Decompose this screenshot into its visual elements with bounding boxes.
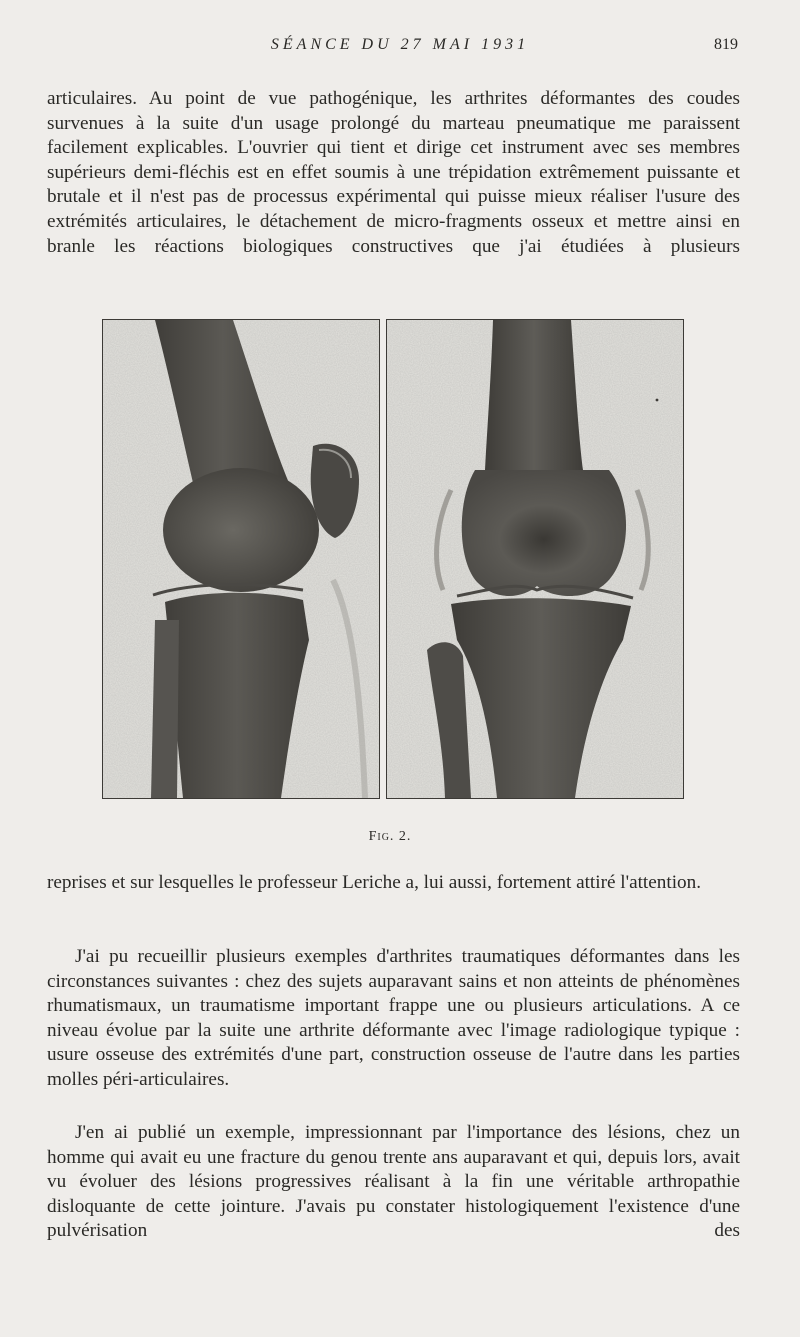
paragraph-3: J'ai pu recueillir plusieurs exemples d'arthrites traumatiques déformantes dans les circonstances suivantes : chez des sujets auparavant sains et non atteints de phénomènes rhumatismaux, un traumatisme important frappe une ou plusieurs articulations. A ce niveau évolue par la suite une arthrite déformante avec l'image radiologique typique : usure osseuse des extrémités d'une part, construction osseuse de l'autre dans les parties molles péri-articulaires. xyxy=(47,946,740,1090)
paragraph-1: articulaires. Au point de vue pathogénique, les arthrites déformantes des coudes survenues à la suite d'un usage prolongé du marteau pneumatique me paraissent facilement explicables. L'ouvrier qui tient et dirige cet instrument avec ses membres supérieurs demi-fléchis est en effet soumis à une trépidation extrêmement puissante et brutale et il n'est pas de processus expérimental qui puisse mieux réaliser l'usure des extrémités articulaires, le détachement de micro-fragments osseux et mettre ainsi en branle les réactions biologiques constructives que j'ai étudiées à plusieurs xyxy=(47,88,740,257)
xray-lateral-image xyxy=(103,320,379,798)
running-title: SÉANCE DU 27 MAI 1931 xyxy=(270,36,530,53)
paragraph-2: reprises et sur lesquelles le professeur Leriche a, lui aussi, fortement attiré l'attention. xyxy=(47,872,702,893)
running-head xyxy=(0,36,800,60)
xray-frontal-knee xyxy=(386,319,684,799)
xray-lateral-knee xyxy=(102,319,380,799)
xray-frontal-image xyxy=(387,320,683,798)
figure-caption: Fig. 2. xyxy=(368,829,412,844)
figure-2 xyxy=(102,319,682,799)
page-number: 819 xyxy=(714,36,738,53)
paragraph-4: J'en ai publié un exemple, impressionnant par l'importance des lésions, chez un homme qui avait eu une fracture du genou trente ans auparavant et qui, depuis lors, avait vu évoluer des lésions progressives réalisant à la fin une véritable arthropathie disloquante de cette jointure. J'avais pu constater histologiquement l'existence d'une pulvérisation des xyxy=(47,1122,740,1242)
